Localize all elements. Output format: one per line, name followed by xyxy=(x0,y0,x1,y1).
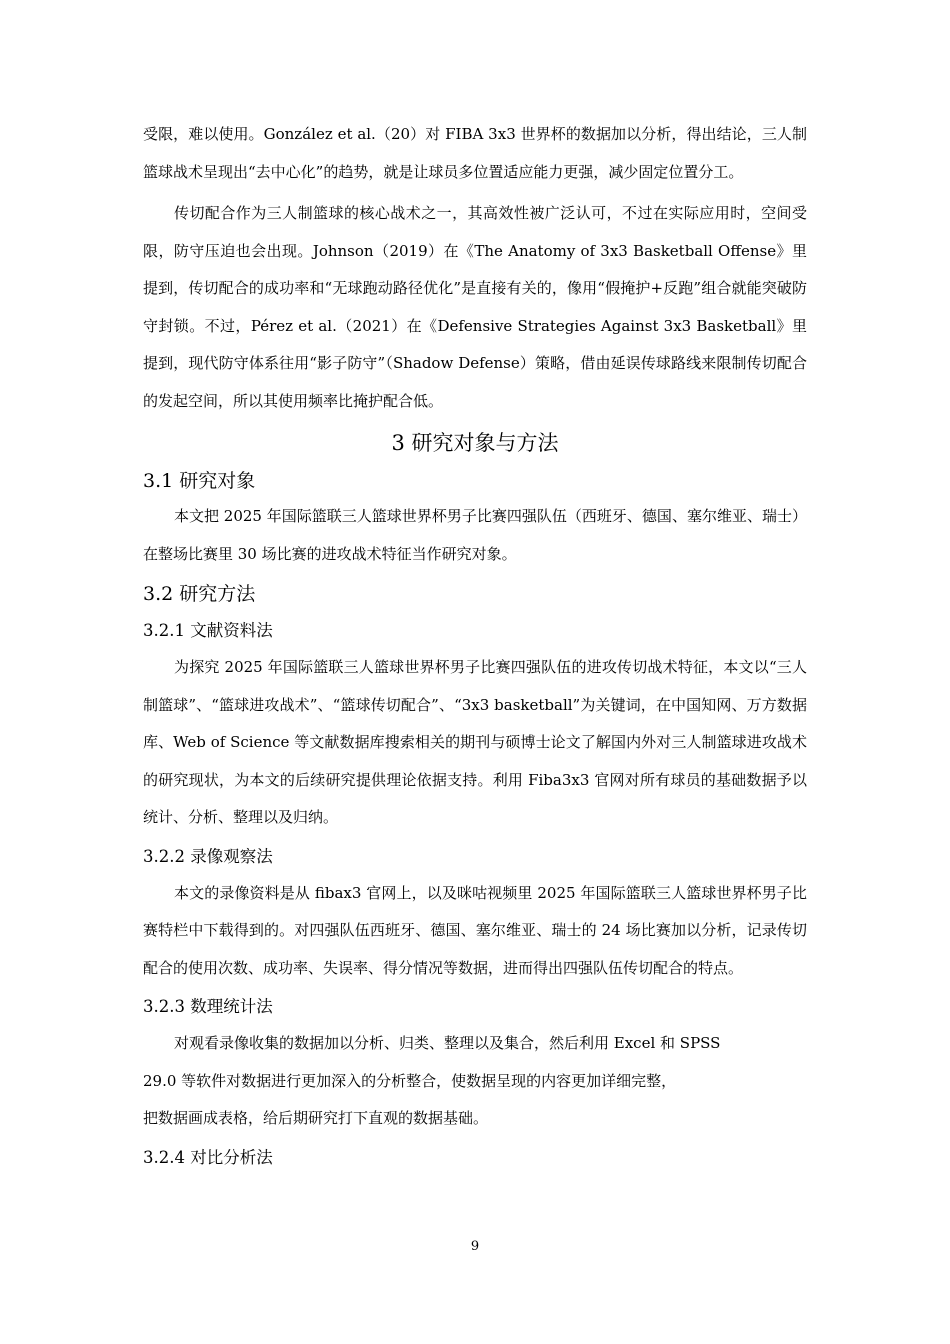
page-number: 9 xyxy=(470,1239,480,1254)
paragraph-statistics-line-2: 29.0 等软件对数据进行更加深入的分析整合，使数据呈现的内容更加详细完整， xyxy=(143,1071,677,1090)
paragraph-continued: 受限，难以使用。González et al.（20）对 FIBA 3x3 世界杯的数据加以分析，得出结论，三人制篮球战术呈现出“去中心化”的趋势，就是让球员多位置适应能力更强，减少固定位置分工。 xyxy=(143,125,807,181)
section-heading-research-object: 3.1 研究对象 xyxy=(143,470,256,492)
paragraph-literature: 为探究 2025 年国际篮联三人篮球世界杯男子比赛四强队伍的进攻传切战术特征，本文以“三人制篮球”、“篮球进攻战术”、“篮球传切配合”、“3x3 basketball”为关键词，在中国知网、万方数据库、Web of Science 等文献数据库搜索相关的期刊与硕博士论文了解国内外对三人制篮球进攻战术的研究现状，为本文的后续研究提供理论依据支持。利用 Fiba3x3 官网对所有球员的基础数据予以统计、分析、整理以及归纳。 xyxy=(143,658,807,826)
paragraph-research-object: 本文把 2025 年国际篮联三人篮球世界杯男子比赛四强队伍（西班牙、德国、塞尔维亚、瑞士）在整场比赛里 30 场比赛的进攻战术特征当作研究对象。 xyxy=(143,507,807,563)
chapter-heading: 3 研究对象与方法 xyxy=(391,431,559,455)
paragraph-pass-cut: 传切配合作为三人制篮球的核心战术之一，其高效性被广泛认可，不过在实际应用时，空间受限，防守压迫也会出现。Johnson（2019）在《The Anatomy of 3x3 Basketball Offense》里提到，传切配合的成功率和“无球跑动路径优化”是直接有关的，像用“假掩护+反跑”组合就能突破防守封锁。不过，Pérez et al.（2021）在《Defensive Strategies Against 3x3 Basketball》里提到，现代防守体系往用“影子防守”（Shadow Defense）策略，借由延误传球路线来限制传切配合的发起空间，所以其使用频率比掩护配合低。 xyxy=(143,204,807,410)
subsection-heading-comparison: 3.2.4 对比分析法 xyxy=(143,1147,273,1167)
subsection-heading-literature: 3.2.1 文献资料法 xyxy=(143,621,273,640)
paragraph-video: 本文的录像资料是从 fibax3 官网上，以及咪咕视频里 2025 年国际篮联三人篮球世界杯男子比赛特栏中下载得到的。对四强队伍西班牙、德国、塞尔维亚、瑞士的 24 场比赛加以分析，记录传切配合的使用次数、成功率、失误率、得分情况等数据，进而得出四强队伍传切配合的特点。 xyxy=(143,883,807,977)
paragraph-statistics-line-1: 对观看录像收集的数据加以分析、归类、整理以及集合，然后利用 Excel 和 SPSS xyxy=(174,1034,721,1052)
subsection-heading-video: 3.2.2 录像观察法 xyxy=(143,846,273,866)
subsection-heading-statistics: 3.2.3 数理统计法 xyxy=(143,997,273,1016)
page-content xyxy=(143,116,807,1176)
paragraph-statistics-line-3: 把数据画成表格，给后期研究打下直观的数据基础。 xyxy=(143,1109,489,1127)
section-heading-research-methods: 3.2 研究方法 xyxy=(143,583,256,605)
